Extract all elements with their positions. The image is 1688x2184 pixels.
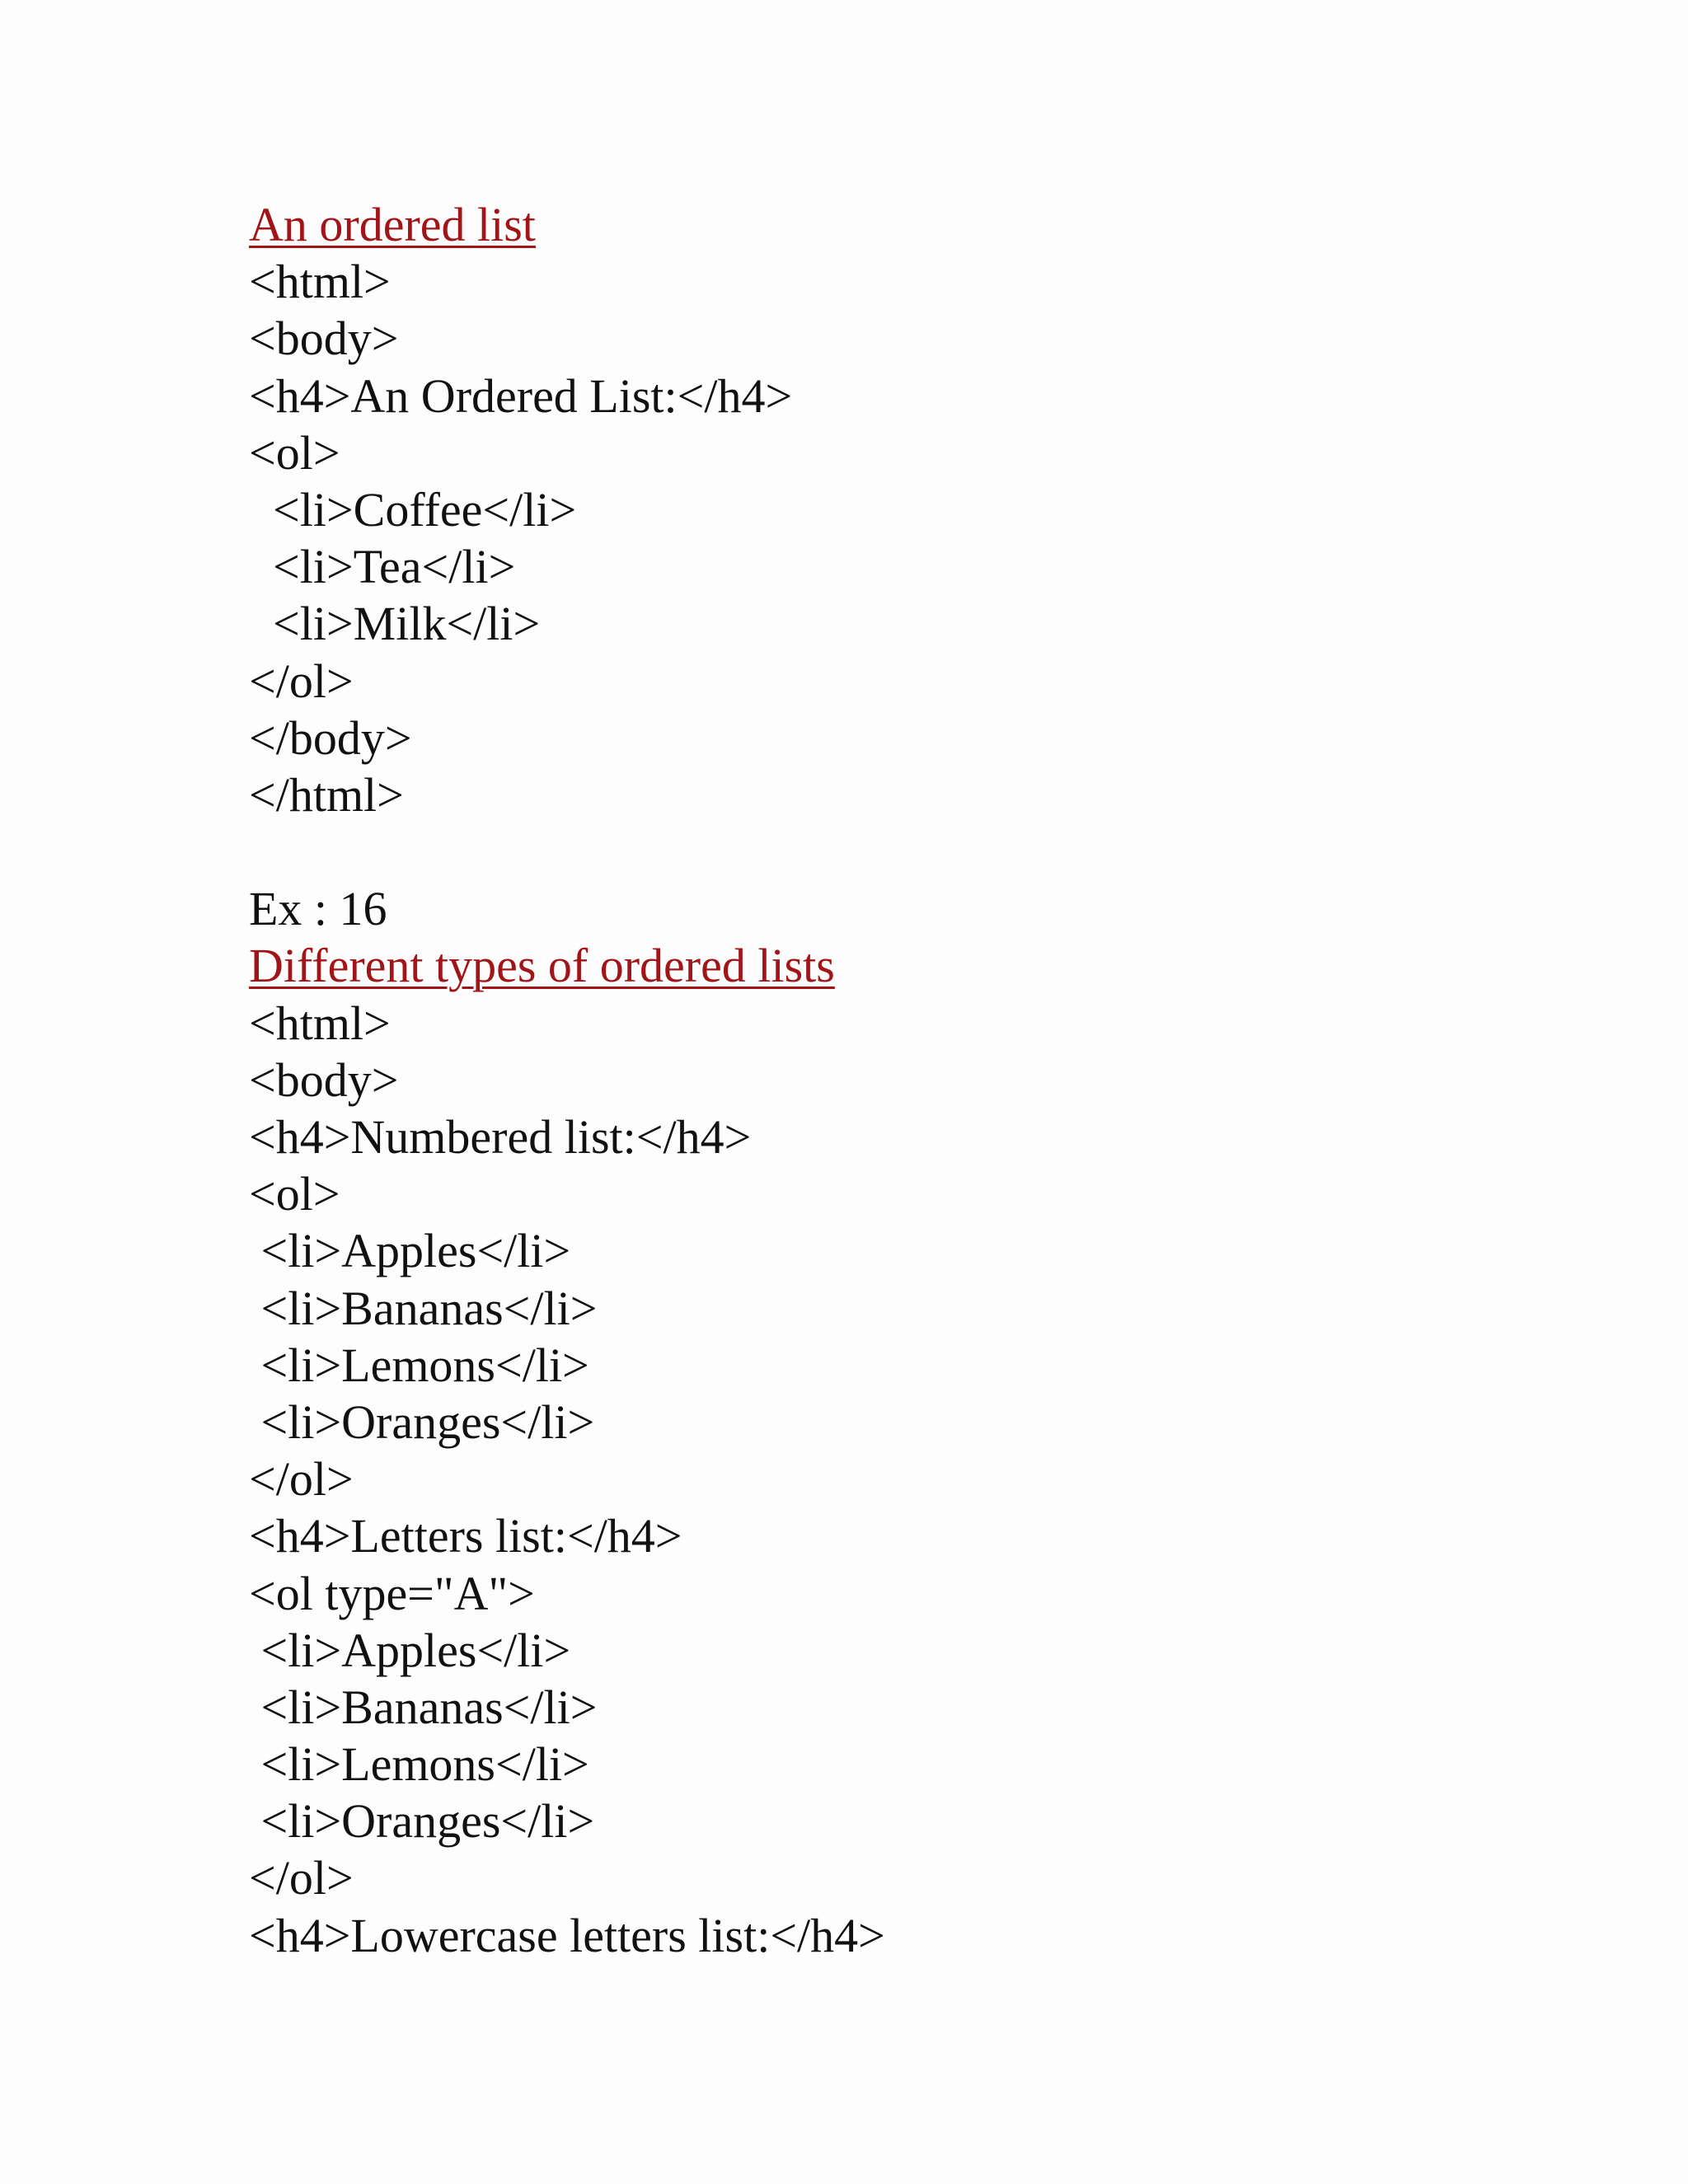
code-line: </ol> (249, 1851, 354, 1905)
paragraph-gap (249, 823, 1568, 880)
code-line: </body> (249, 710, 412, 765)
code-line: <h4>An Ordered List:</h4> (249, 368, 793, 423)
section-heading-ordered-list-types: Different types of ordered lists (249, 939, 835, 993)
example-label: Ex : 16 (249, 882, 387, 936)
code-line: <li>Bananas</li> (249, 1680, 598, 1734)
code-line: <h4>Lowercase letters list:</h4> (249, 1908, 885, 1962)
code-line: <li>Tea</li> (249, 540, 516, 594)
code-line: </ol> (249, 1452, 354, 1507)
code-line: <li>Oranges</li> (249, 1794, 595, 1849)
code-line: <h4>Letters list:</h4> (249, 1509, 682, 1563)
code-line: <li>Lemons</li> (249, 1338, 589, 1392)
code-line: <li>Milk</li> (249, 597, 541, 651)
code-line: <li>Lemons</li> (249, 1737, 589, 1792)
code-line: <ol> (249, 1167, 340, 1221)
code-line: <li>Apples</li> (249, 1224, 571, 1278)
section-heading-ordered-list: An ordered list (249, 198, 536, 251)
code-line: <html> (249, 996, 391, 1050)
code-line: </html> (249, 767, 404, 822)
code-line: <body> (249, 312, 399, 366)
document-content (249, 196, 1568, 1964)
code-line: <li>Oranges</li> (249, 1394, 595, 1449)
code-line: <li>Coffee</li> (249, 482, 577, 537)
code-line: <ol> (249, 425, 340, 480)
code-line: <h4>Numbered list:</h4> (249, 1110, 752, 1164)
code-line: <html> (249, 255, 391, 309)
code-line: </ol> (249, 654, 354, 708)
code-line: <ol type="A"> (249, 1566, 535, 1620)
code-line: <li>Apples</li> (249, 1623, 571, 1677)
code-line: <li>Bananas</li> (249, 1281, 598, 1335)
code-line: <body> (249, 1052, 399, 1107)
